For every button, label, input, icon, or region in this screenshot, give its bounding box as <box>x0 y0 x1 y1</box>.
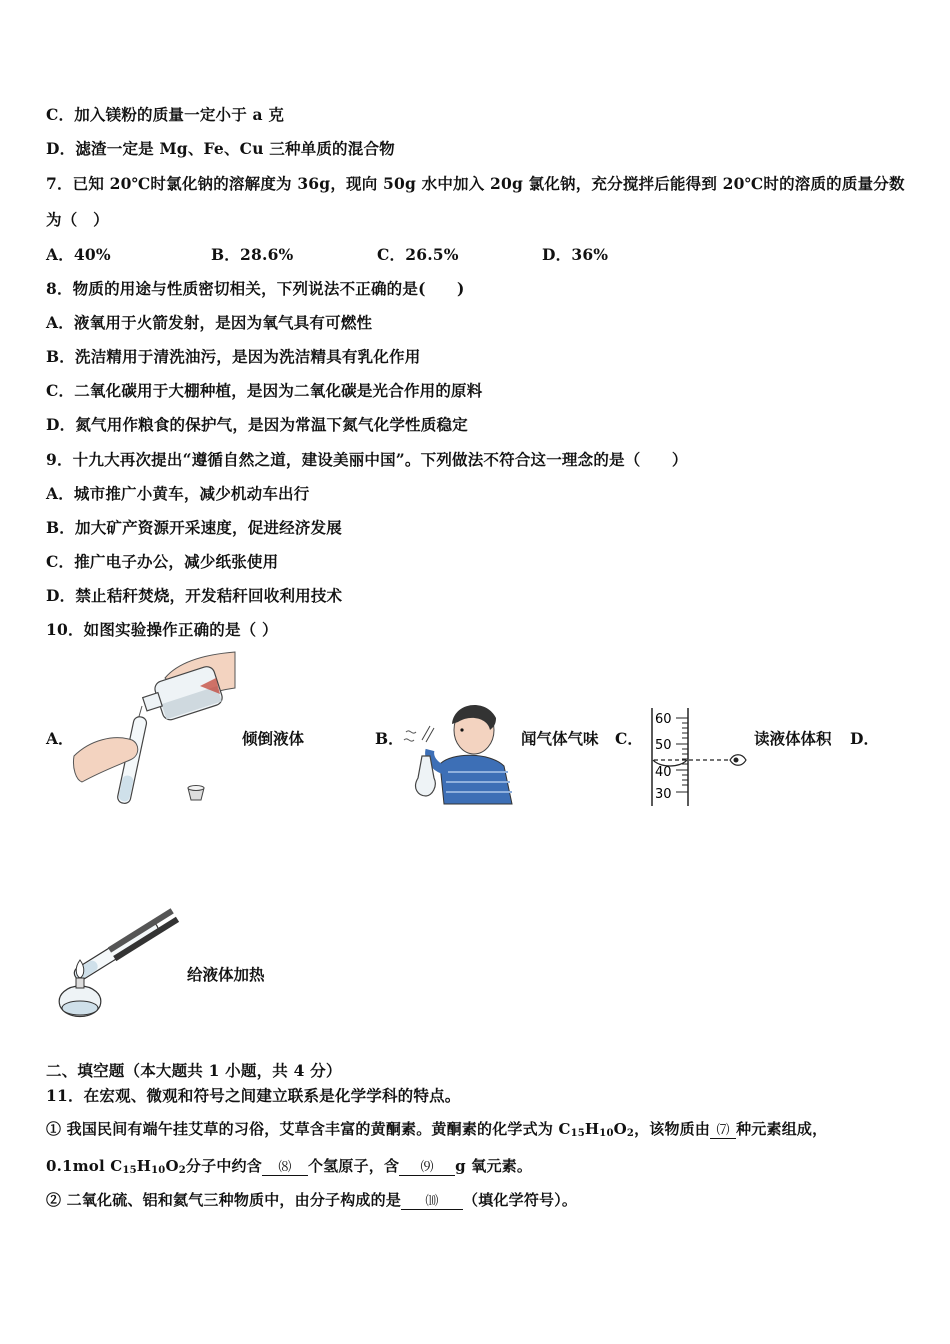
blank-9[interactable]: ⑼ <box>399 1156 455 1176</box>
pour-liquid-figure <box>70 648 240 808</box>
q10-label-d: D． <box>850 729 879 748</box>
q9-stem: 9．十九大再次提出“遵循自然之道，建设美丽中国”。下列做法不符合这一理念的是（ ） <box>46 450 688 469</box>
q8-option-c: C．二氧化碳用于大棚种植，是因为二氧化碳是光合作用的原料 <box>46 381 483 400</box>
read-volume-figure <box>648 706 758 810</box>
q7-stem-line1: 7．已知 20℃时氯化钠的溶解度为 36g，现向 50g 水中加入 20g 氯化钠，充分搅拌后能得到 20℃时的溶质的质量分数 <box>46 174 905 193</box>
tick-30: 30 <box>655 787 672 802</box>
q11-part1: ① 我国民间有端午挂艾草的习俗，艾草含丰富的黄酮素。黄酮素的化学式为 $C_{15}H_{10}O_2$，该物质由 ⑺ 种元素组成， <box>46 1120 828 1139</box>
blank-8[interactable]: ⑻ <box>262 1156 308 1176</box>
q9-option-c: C．推广电子办公，减少纸张使用 <box>46 552 279 571</box>
smell-gas-figure <box>400 692 520 807</box>
q11-stem: 11．在宏观、微观和符号之间建立联系是化学学科的特点。 <box>46 1086 461 1105</box>
q10-stem: 10．如图实验操作正确的是（ ） <box>46 620 278 639</box>
q8-stem: 8．物质的用途与性质密切相关，下列说法不正确的是( ) <box>46 279 465 298</box>
q11-part2: 0.1mol $C_{15}H_{10}O_2$分子中约含 ⑻ 个氢原子，含 ⑼ g 氧元素。 <box>46 1157 533 1176</box>
q6-option-d: D．滤渣一定是 Mg、Fe、Cu 三种单质的混合物 <box>46 139 395 158</box>
q8-option-b: B．洗洁精用于清洗油污，是因为洗洁精具有乳化作用 <box>46 347 421 366</box>
q7-stem-line2: 为（ ） <box>46 210 109 229</box>
q10-caption-c: 读液体体积 <box>754 729 832 748</box>
q10-label-b: B． <box>375 729 404 748</box>
heat-liquid-figure <box>48 902 183 1027</box>
q11-part3: ② 二氧化硫、铝和氦气三种物质中，由分子构成的是 ⑽ （填化学符号）。 <box>46 1191 578 1209</box>
q9-option-b: B．加大矿产资源开采速度，促进经济发展 <box>46 518 342 537</box>
tick-40: 40 <box>655 765 672 780</box>
q9-option-d: D．禁止秸秆焚烧，开发秸秆回收利用技术 <box>46 586 343 605</box>
blank-7[interactable]: ⑺ <box>710 1119 736 1139</box>
q8-option-d: D．氮气用作粮食的保护气，是因为常温下氮气化学性质稳定 <box>46 415 468 434</box>
q7-option-a: A．40% <box>46 245 111 264</box>
q7-option-d: D．36% <box>542 245 609 264</box>
blank-10[interactable]: ⑽ <box>401 1190 463 1210</box>
q7-options <box>46 243 608 265</box>
q10-caption-a: 倾倒液体 <box>242 729 305 748</box>
q10-caption-d: 给液体加热 <box>187 965 265 984</box>
tick-50: 50 <box>655 738 672 753</box>
tick-60: 60 <box>655 712 672 727</box>
q7-option-b: B．28.6% <box>211 245 294 264</box>
q9-option-a: A．城市推广小黄车，减少机动车出行 <box>46 484 310 503</box>
q10-label-c: C． <box>615 729 643 748</box>
q7-option-c: C．26.5% <box>377 245 459 264</box>
q10-label-a: A． <box>46 729 74 748</box>
q8-option-a: A．液氧用于火箭发射，是因为氧气具有可燃性 <box>46 313 373 332</box>
section2-title: 二、填空题（本大题共 1 小题，共 4 分） <box>46 1061 342 1080</box>
q10-caption-b: 闻气体气味 <box>521 729 599 748</box>
q6-option-c: C．加入镁粉的质量一定小于 a 克 <box>46 105 285 124</box>
